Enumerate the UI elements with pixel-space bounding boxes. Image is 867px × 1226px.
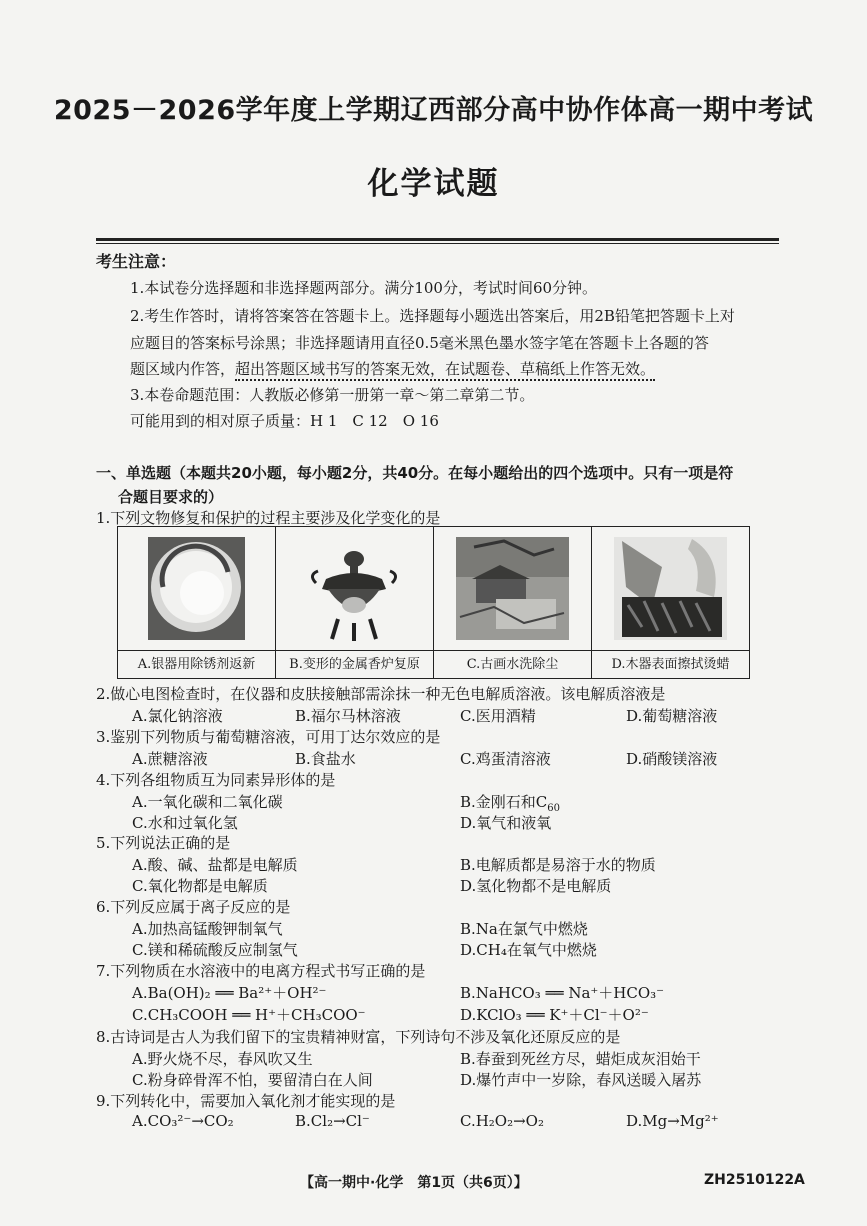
notice-item-2-cont: 应题目的答案标号涂黑；非选择题请用直径0.5毫米黑色墨水签字笔在答题卡上各题的答 [130,334,709,352]
question-8-option-d: D.爆竹声中一岁除，春风送暖入屠苏 [460,1071,702,1089]
atomic-masses: 可能用到的相对原子质量：H 1 C 12 O 16 [130,412,439,430]
option-c-caption: C.古画水洗除尘 [434,650,591,678]
section-heading-cont: 合题目要求的） [118,488,224,506]
question-9-option-d: D.Mg→Mg²⁺ [626,1112,719,1130]
question-7-option-d: D.KClO₃ ══ K⁺＋Cl⁻＋O²⁻ [460,1006,649,1024]
woodwork-waxing-image [592,527,749,650]
question-9-option-a: A.CO₃²⁻→CO₂ [132,1112,234,1130]
question-1-image-table [117,526,750,679]
question-2-option-d: D.葡萄糖溶液 [626,707,718,725]
question-2-option-b: B.福尔马林溶液 [295,707,401,725]
question-4-option-b-text: B.金刚石和C [460,793,548,811]
question-3-option-a: A.蔗糖溶液 [132,750,208,768]
question-8-stem: 8.古诗词是古人为我们留下的宝贵精神财富，下列诗句不涉及氧化还原反应的是 [96,1028,621,1046]
subject-title: 化学试题 [367,166,500,202]
notice-item-2-end [130,358,655,379]
option-b-caption: B.变形的金属香炉复原 [276,650,433,678]
question-5-stem: 5.下列说法正确的是 [96,834,231,852]
question-2-stem: 2.做心电图检查时，在仪器和皮肤接触部需涂抹一种无色电解质溶液。该电解质溶液是 [96,685,666,703]
notice-item-1: 1.本试卷分选择题和非选择题两部分。满分100分，考试时间60分钟。 [130,279,598,297]
question-6-option-c: C.镁和稀硫酸反应制氢气 [132,941,298,959]
notice-heading: 考生注意： [96,252,177,271]
question-1-stem: 1.下列文物修复和保护的过程主要涉及化学变化的是 [96,509,441,527]
question-6-stem: 6.下列反应属于离子反应的是 [96,898,291,916]
incense-burner-image [276,527,433,650]
question-4-option-b [460,791,560,814]
question-7-option-c: C.CH₃COOH ══ H⁺＋CH₃COO⁻ [132,1006,366,1024]
question-9-option-b: B.Cl₂→Cl⁻ [295,1112,370,1130]
question-8-option-c: C.粉身碎骨浑不怕，要留清白在人间 [132,1071,373,1089]
question-3-option-d: D.硝酸镁溶液 [626,750,718,768]
silverware-image [118,527,275,650]
question-4-stem: 4.下列各组物质互为同素异形体的是 [96,771,336,789]
exam-title: 2025－2026学年度上学期辽西部分高中协作体高一期中考试 [53,95,814,126]
notice-item-3: 3.本卷命题范围：人教版必修第一册第一章～第二章第二节。 [130,386,535,404]
question-8-option-a: A.野火烧不尽，春风吹又生 [132,1050,313,1068]
question-3-stem: 3.鉴别下列物质与葡萄糖溶液，可用丁达尔效应的是 [96,728,441,746]
notice-emphasis: 超出答题区域书写的答案无效，在试题卷、草稿纸上作答无效。 [235,360,655,381]
option-b-cell [276,527,434,679]
question-7-stem: 7.下列物质在水溶液中的电离方程式书写正确的是 [96,962,426,980]
option-a-cell [118,527,276,679]
question-3-option-b: B.食盐水 [295,750,356,768]
option-a-caption: A.银器用除锈剂返新 [118,650,275,678]
notice-item-2: 2.考生作答时，请将答案答在答题卡上。选择题每小题选出答案后，用2B铅笔把答题卡上对 [130,307,735,325]
paper-code: ZH2510122A [704,1172,805,1188]
question-2-option-c: C.医用酒精 [460,707,536,725]
option-c-cell [434,527,592,679]
question-4-option-a: A.一氧化碳和二氧化碳 [132,793,283,811]
question-3-option-c: C.鸡蛋清溶液 [460,750,551,768]
question-8-option-b: B.春蚕到死丝方尽，蜡炬成灰泪始干 [460,1050,701,1068]
question-4-option-d: D.氧气和液氧 [460,814,552,832]
question-6-option-b: B.Na在氯气中燃烧 [460,920,588,938]
question-5-option-a: A.酸、碱、盐都是电解质 [132,856,298,874]
question-5-option-d: D.氢化物都不是电解质 [460,877,612,895]
question-9-stem: 9.下列转化中，需要加入氧化剂才能实现的是 [96,1092,396,1110]
question-6-option-d: D.CH₄在氧气中燃烧 [460,941,597,959]
question-7-option-b: B.NaHCO₃ ══ Na⁺＋HCO₃⁻ [460,984,665,1002]
option-d-cell [592,527,750,679]
header-divider [96,238,779,241]
question-9-option-c: C.H₂O₂→O₂ [460,1112,544,1130]
question-4-option-c: C.水和过氧化氢 [132,814,238,832]
notice-item-2-end-text: 题区域内作答， [130,360,236,378]
page-footer: 【高一期中·化学 第1页（共6页）】 [300,1175,528,1191]
question-5-option-b: B.电解质都是易溶于水的物质 [460,856,656,874]
question-7-option-a: A.Ba(OH)₂ ══ Ba²⁺＋OH²⁻ [132,984,327,1002]
question-2-option-a: A.氯化钠溶液 [132,707,223,725]
section-heading: 一、单选题（本题共20小题，每小题2分，共40分。在每小题给出的四个选项中。只有一项是符 [96,464,734,482]
ancient-painting-image [434,527,591,650]
question-6-option-a: A.加热高锰酸钾制氧气 [132,920,283,938]
option-d-caption: D.木器表面擦拭烫蜡 [592,650,749,678]
question-4-option-b-subscript: 60 [547,803,561,814]
question-5-option-c: C.氧化物都是电解质 [132,877,268,895]
header-divider-thin [96,243,779,244]
